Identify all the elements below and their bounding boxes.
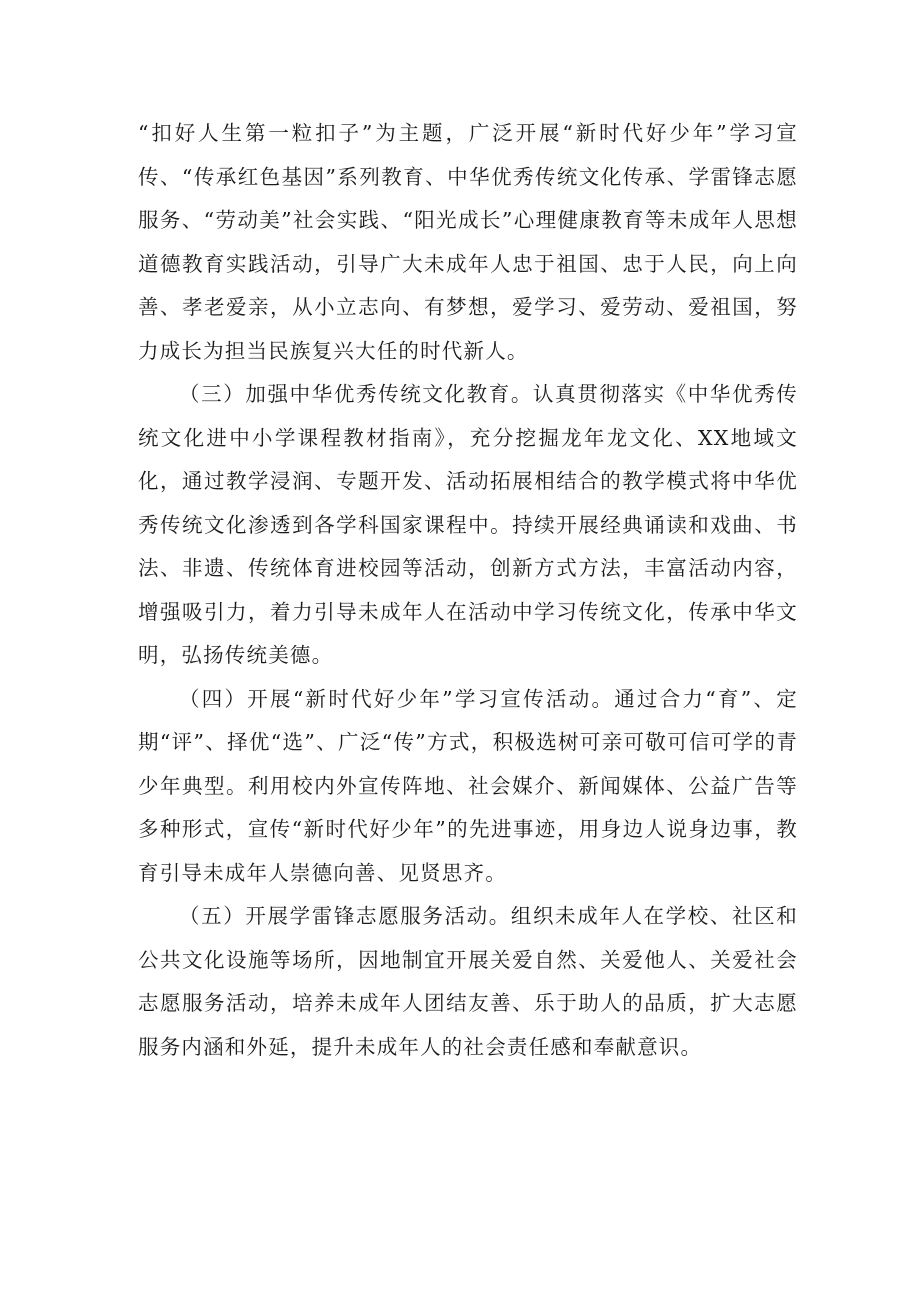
paragraph-traditional-culture: （三）加强中华优秀传统文化教育。认真贯彻落实《中华优秀传统文化进中小学课程教材指南》，充分挖掘龙年龙文化、XX地域文化，通过教学浸润、专题开发、活动拓展相结合的教学模式将中华优秀传统文化渗透到各学科国家课程中。持续开展经典诵读和戏曲、书法、非遗、传统体育进校园等活动，创新方式方法，丰富活动内容，增强吸引力，着力引导未成年人在活动中学习传统文化，传承中华文明，弘扬传统美德。 xyxy=(138,382,798,667)
document-body xyxy=(138,112,798,1069)
paragraph-good-youth: （四）开展“新时代好少年”学习宣传活动。通过合力“育”、定期“评”、择优“选”、广泛“传”方式，积极选树可亲可敬可信可学的青少年典型。利用校内外宣传阵地、社会媒介、新闻媒体、公益广告等多种形式，宣传“新时代好少年”的先进事迹，用身边人说身边事，教育引导未成年人崇德向善、见贤思齐。 xyxy=(138,686,798,885)
paragraph-theme-activities: “扣好人生第一粒扣子”为主题，广泛开展“新时代好少年”学习宣传、“传承红色基因”系列教育、中华优秀传统文化传承、学雷锋志愿服务、“劳动美”社会实践、“阳光成长”心理健康教育等未成年人思想道德教育实践活动，引导广大未成年人忠于祖国、忠于人民，向上向善、孝老爱亲，从小立志向、有梦想，爱学习、爱劳动、爱祖国，努力成长为担当民族复兴大任的时代新人。 xyxy=(138,121,798,363)
paragraph-volunteer-service: （五）开展学雷锋志愿服务活动。组织未成年人在学校、社区和公共文化设施等场所，因地制宜开展关爱自然、关爱他人、关爱社会志愿服务活动，培养未成年人团结友善、乐于助人的品质，扩大志愿服务内涵和外延，提升未成年人的社会责任感和奉献意识。 xyxy=(138,904,798,1059)
